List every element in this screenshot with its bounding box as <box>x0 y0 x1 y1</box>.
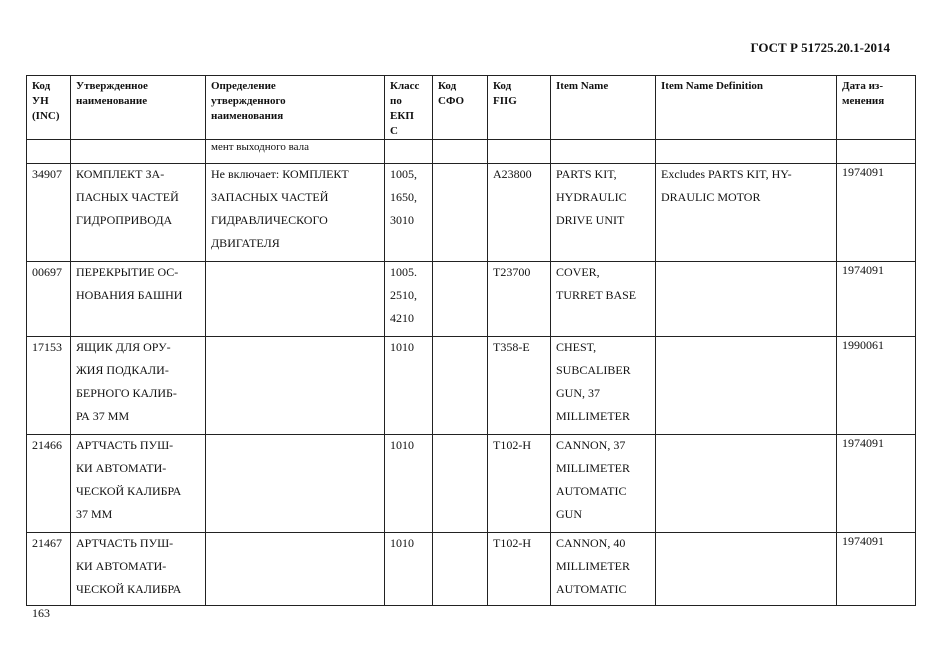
col-header-item-name: Item Name <box>551 76 656 140</box>
cell-sfo <box>433 435 488 533</box>
catalog-table <box>26 75 916 606</box>
table-row <box>27 435 916 533</box>
cell <box>551 140 656 164</box>
col-header-definition: Определение утвержденного наименования <box>206 76 385 140</box>
cell-sfo <box>433 262 488 337</box>
cell-sfo <box>433 337 488 435</box>
cell-item-definition: Excludes PARTS KIT, HY- DRAULIC MOTOR <box>656 164 837 262</box>
cell-code: 00697 <box>27 262 71 337</box>
cell <box>433 140 488 164</box>
cell-item-name: COVER, TURRET BASE <box>551 262 656 337</box>
cell-code: 21466 <box>27 435 71 533</box>
cell-item-name: CANNON, 40 MILLIMETER AUTOMATIC <box>551 533 656 606</box>
cell-class: 1010 <box>385 533 433 606</box>
continuation-row <box>27 140 916 164</box>
cell-code: 17153 <box>27 337 71 435</box>
cell-definition <box>206 533 385 606</box>
col-header-sfo: Код СФО <box>433 76 488 140</box>
col-header-name: Утвержденное наименование <box>71 76 206 140</box>
cell-fiig: T358-E <box>488 337 551 435</box>
cell <box>837 140 916 164</box>
cell-date: 1974091 <box>837 435 916 533</box>
cell-definition: Не включает: КОМПЛЕКТ ЗАПАСНЫХ ЧАСТЕЙ ГИДРАВЛИЧЕСКОГО ДВИГАТЕЛЯ <box>206 164 385 262</box>
cell <box>385 140 433 164</box>
col-header-date: Дата из- менения <box>837 76 916 140</box>
cell-item-definition <box>656 262 837 337</box>
cell-definition: мент выходного вала <box>206 140 385 164</box>
cell-fiig: T102-H <box>488 533 551 606</box>
header-row <box>27 76 916 140</box>
cell <box>71 140 206 164</box>
document-title: ГОСТ Р 51725.20.1-2014 <box>750 40 890 55</box>
cell-item-name: CHEST, SUBCALIBER GUN, 37 MILLIMETER <box>551 337 656 435</box>
cell-class: 1010 <box>385 337 433 435</box>
cell-name: ПЕРЕКРЫТИЕ ОС- НОВАНИЯ БАШНИ <box>71 262 206 337</box>
cell-item-definition <box>656 435 837 533</box>
cell-item-name: PARTS KIT, HYDRAULIC DRIVE UNIT <box>551 164 656 262</box>
cell-name: АРТЧАСТЬ ПУШ- КИ АВТОМАТИ- ЧЕСКОЙ КАЛИБРА 37 ММ <box>71 435 206 533</box>
cell-date: 1974091 <box>837 262 916 337</box>
page-number: 163 <box>32 606 50 620</box>
cell-name: АРТЧАСТЬ ПУШ- КИ АВТОМАТИ- ЧЕСКОЙ КАЛИБРА <box>71 533 206 606</box>
table-row <box>27 262 916 337</box>
cell-class: 1010 <box>385 435 433 533</box>
table-row <box>27 164 916 262</box>
cell <box>488 140 551 164</box>
cell-name: КОМПЛЕКТ ЗА- ПАСНЫХ ЧАСТЕЙ ГИДРОПРИВОДА <box>71 164 206 262</box>
cell-item-definition <box>656 337 837 435</box>
cell-fiig: A23800 <box>488 164 551 262</box>
cell-sfo <box>433 533 488 606</box>
cell <box>656 140 837 164</box>
col-header-class: Класс по ЕКП С <box>385 76 433 140</box>
col-header-code: Код УН (INC) <box>27 76 71 140</box>
cell-class: 1005, 1650, 3010 <box>385 164 433 262</box>
cell-date: 1974091 <box>837 533 916 606</box>
cell-class: 1005. 2510, 4210 <box>385 262 433 337</box>
cell-code: 34907 <box>27 164 71 262</box>
cell-fiig: T102-H <box>488 435 551 533</box>
cell-fiig: T23700 <box>488 262 551 337</box>
cell-date: 1974091 <box>837 164 916 262</box>
cell-item-name: CANNON, 37 MILLIMETER AUTOMATIC GUN <box>551 435 656 533</box>
cell-item-definition <box>656 533 837 606</box>
cell-definition <box>206 337 385 435</box>
cell-date: 1990061 <box>837 337 916 435</box>
table-row <box>27 533 916 606</box>
cell-name: ЯЩИК ДЛЯ ОРУ- ЖИЯ ПОДКАЛИ- БЕРНОГО КАЛИБ- РА 37 ММ <box>71 337 206 435</box>
cell-definition <box>206 435 385 533</box>
cell-code: 21467 <box>27 533 71 606</box>
cell-definition <box>206 262 385 337</box>
col-header-item-definition: Item Name Definition <box>656 76 837 140</box>
cell-sfo <box>433 164 488 262</box>
col-header-fiig: Код FIIG <box>488 76 551 140</box>
table-row <box>27 337 916 435</box>
cell <box>27 140 71 164</box>
